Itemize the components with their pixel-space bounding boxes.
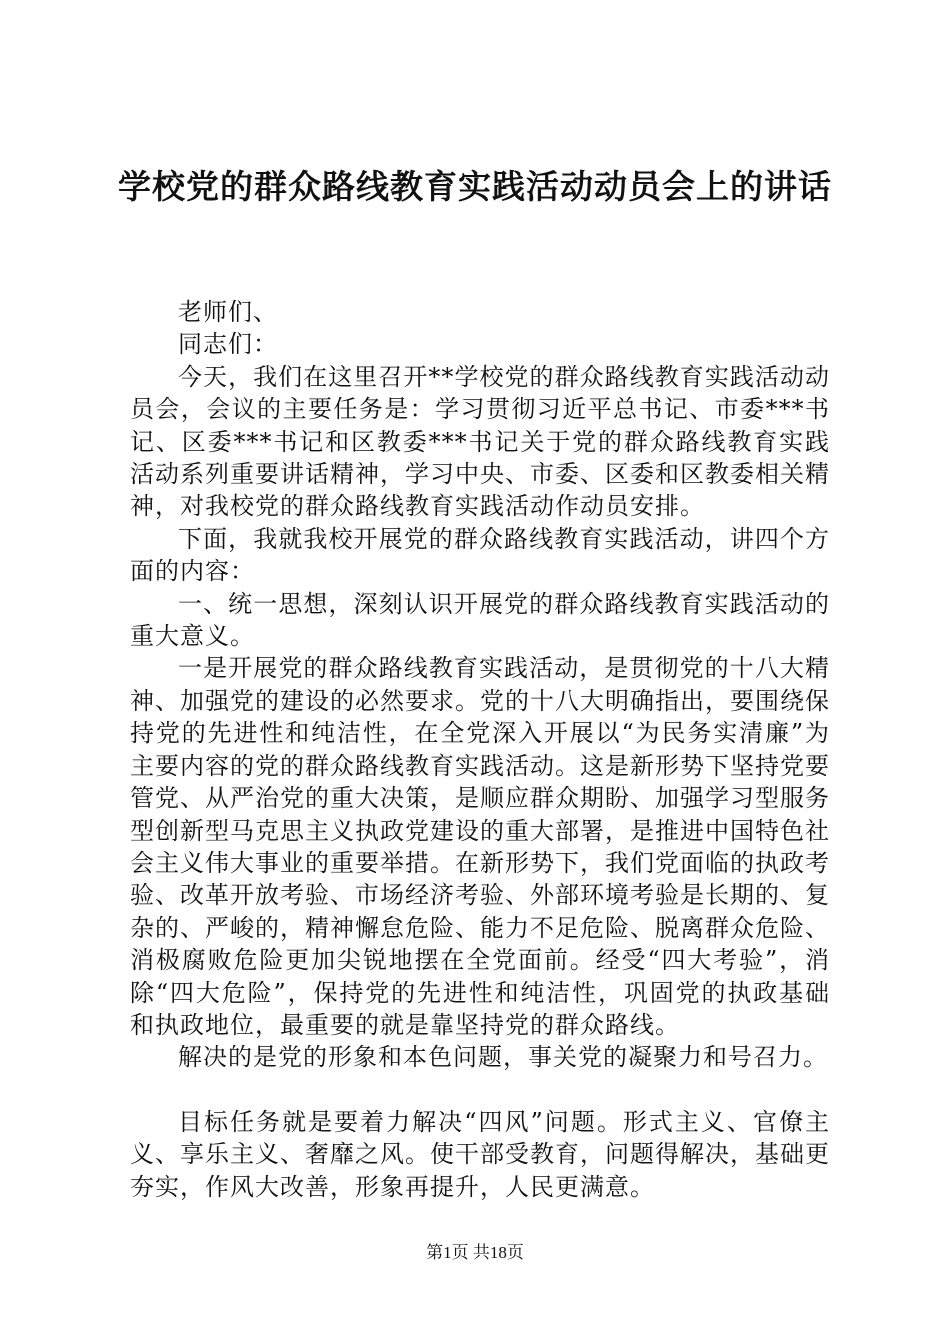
paragraph-goals: 目标任务就是要着力解决“四风”问题。形式主义、官僚主义、享乐主义、奢靡之风。使干部受教育，问题得解决，基础更夯实，作风大改善，形象再提升，人民更满意。: [130, 1107, 830, 1201]
section-heading-1: 一、统一思想，深刻认识开展党的群众路线教育实践活动的重大意义。: [130, 589, 830, 651]
document-title: 学校党的群众路线教育实践活动动员会上的讲话: [118, 167, 832, 206]
paragraph-outline: 下面，我就我校开展党的群众路线教育实践活动，讲四个方面的内容：: [130, 524, 830, 586]
page-number-footer: 第1页 共18页: [426, 1243, 524, 1262]
paragraph-point-1: 一是开展党的群众路线教育实践活动，是贯彻党的十八大精神、加强党的建设的必然要求。党的十八大明确指出，要围绕保持党的先进性和纯洁性，在全党深入开展以“为民务实清廉”为主要内容的党的群众路线教育实践活动。这是新形势下坚持党要管党、从严治党的重大决策，是顺应群众期盼、加强学习型服务型创新型马克思主义执政党建设的重大部署，是推进中国特色社会主义伟大事业的重要举措。在新形势下，我们党面临的执政考验、改革开放考验、市场经济考验、外部环境考验是长期的、复杂的、严峻的，精神懈怠危险、能力不足危险、脱离群众危险、消极腐败危险更加尖锐地摆在全党面前。经受“四大考验”，消除“四大危险”，保持党的先进性和纯洁性，巩固党的执政基础和执政地位，最重要的就是靠坚持党的群众路线。: [130, 654, 830, 1039]
paragraph-opening: 今天，我们在这里召开**学校党的群众路线教育实践活动动员会，会议的主要任务是：学习贯彻习近平总书记、市委***书记、区委***书记和区教委***书记关于党的群众路线教育实践活动系列重要讲话精神，学习中央、市委、区委和区教委相关精神，对我校党的群众路线教育实践活动作动员安排。: [130, 362, 830, 521]
salutation-teachers: 老师们、: [178, 298, 278, 326]
paragraph-summary: 解决的是党的形象和本色问题，事关党的凝聚力和号召力。: [178, 1043, 828, 1072]
salutation-comrades: 同志们：: [178, 330, 278, 359]
document-body: [130, 296, 830, 1203]
